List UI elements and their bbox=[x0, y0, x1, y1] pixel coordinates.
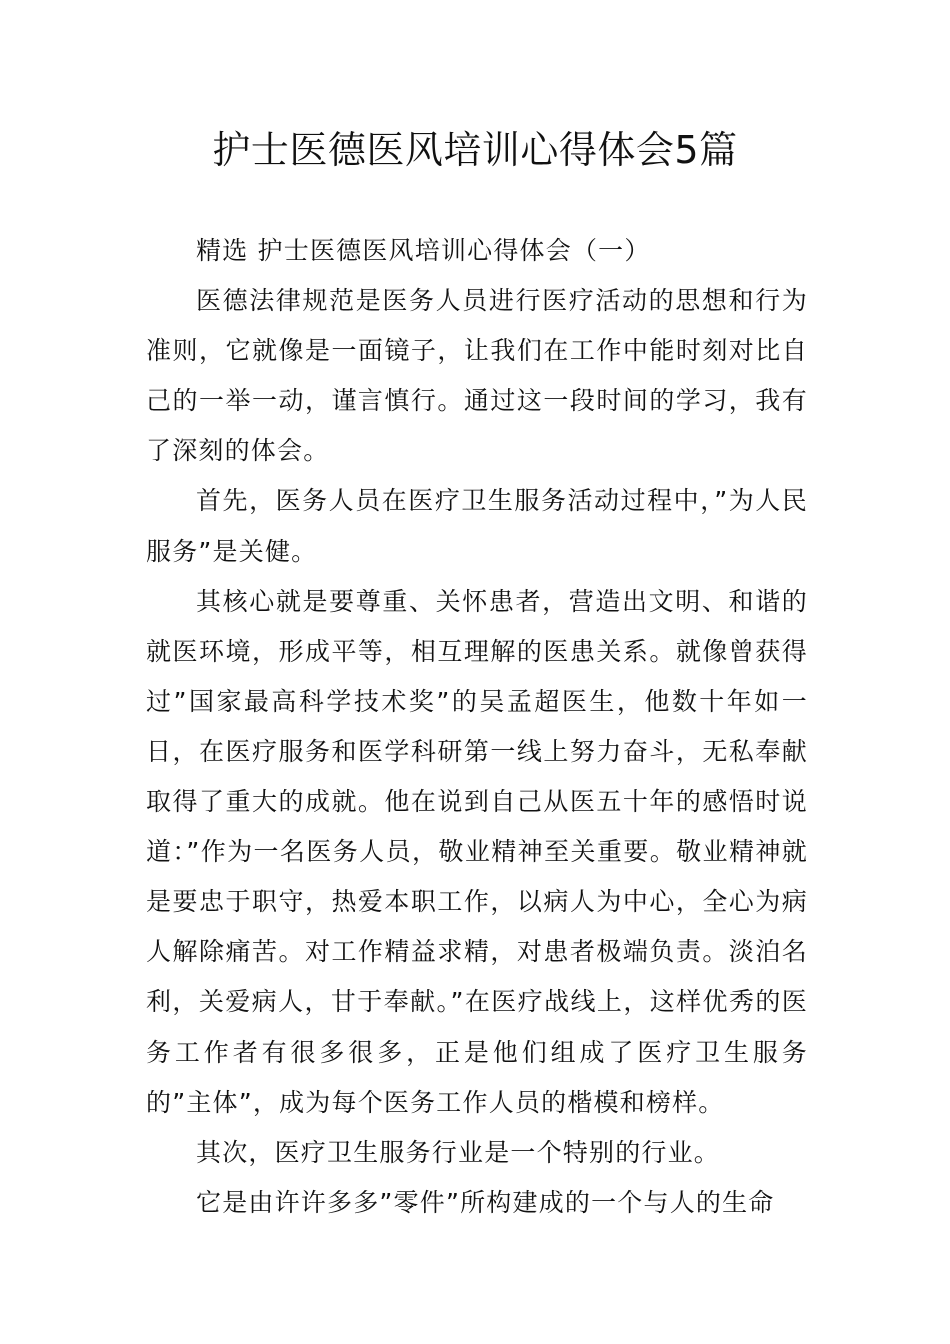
paragraph: 它是由许许多多”零件”所构建成的一个与人的生命 bbox=[196, 1187, 775, 1217]
paragraph: 其次，医疗卫生服务行业是一个特别的行业。 bbox=[196, 1137, 721, 1167]
paragraph: 医德法律规范是医务人员进行医疗活动的思想和行为准则，它就像是一面镜子，让我们在工作中能时刻对比自己的一举一动，谨言慎行。通过这一段时间的学习，我有了深刻的体会。 bbox=[146, 286, 808, 466]
document-title: 护士医德医风培训心得体会5篇 bbox=[212, 128, 738, 172]
paragraph: 其核心就是要尊重、关怀患者，营造出文明、和谐的就医环境，形成平等，相互理解的医患关系。就像曾获得过”国家最高科学技术奖”的吴孟超医生，他数十年如一日，在医疗服务和医学科研第一线上努力奋斗，无私奉献取得了重大的成就。他在说到自己从医五十年的感悟时说道：”作为一名医务人员，敬业精神至关重要。敬业精神就是要忠于职守，热爱本职工作，以病人为中心，全心为病人解除痛苦。对工作精益求精，对患者极端负责。淡泊名利，关爱病人，甘于奉献。”在医疗战线上，这样优秀的医务工作者有很多很多，正是他们组成了医疗卫生服务的”主体”，成为每个医务工作人员的楷模和榜样。 bbox=[146, 586, 808, 1117]
section-heading: 精选 护士医德医风培训心得体会（一） bbox=[196, 236, 651, 265]
paragraph: 首先，医务人员在医疗卫生服务活动过程中，”为人民服务”是关健。 bbox=[146, 486, 808, 566]
document-body bbox=[146, 226, 808, 1228]
